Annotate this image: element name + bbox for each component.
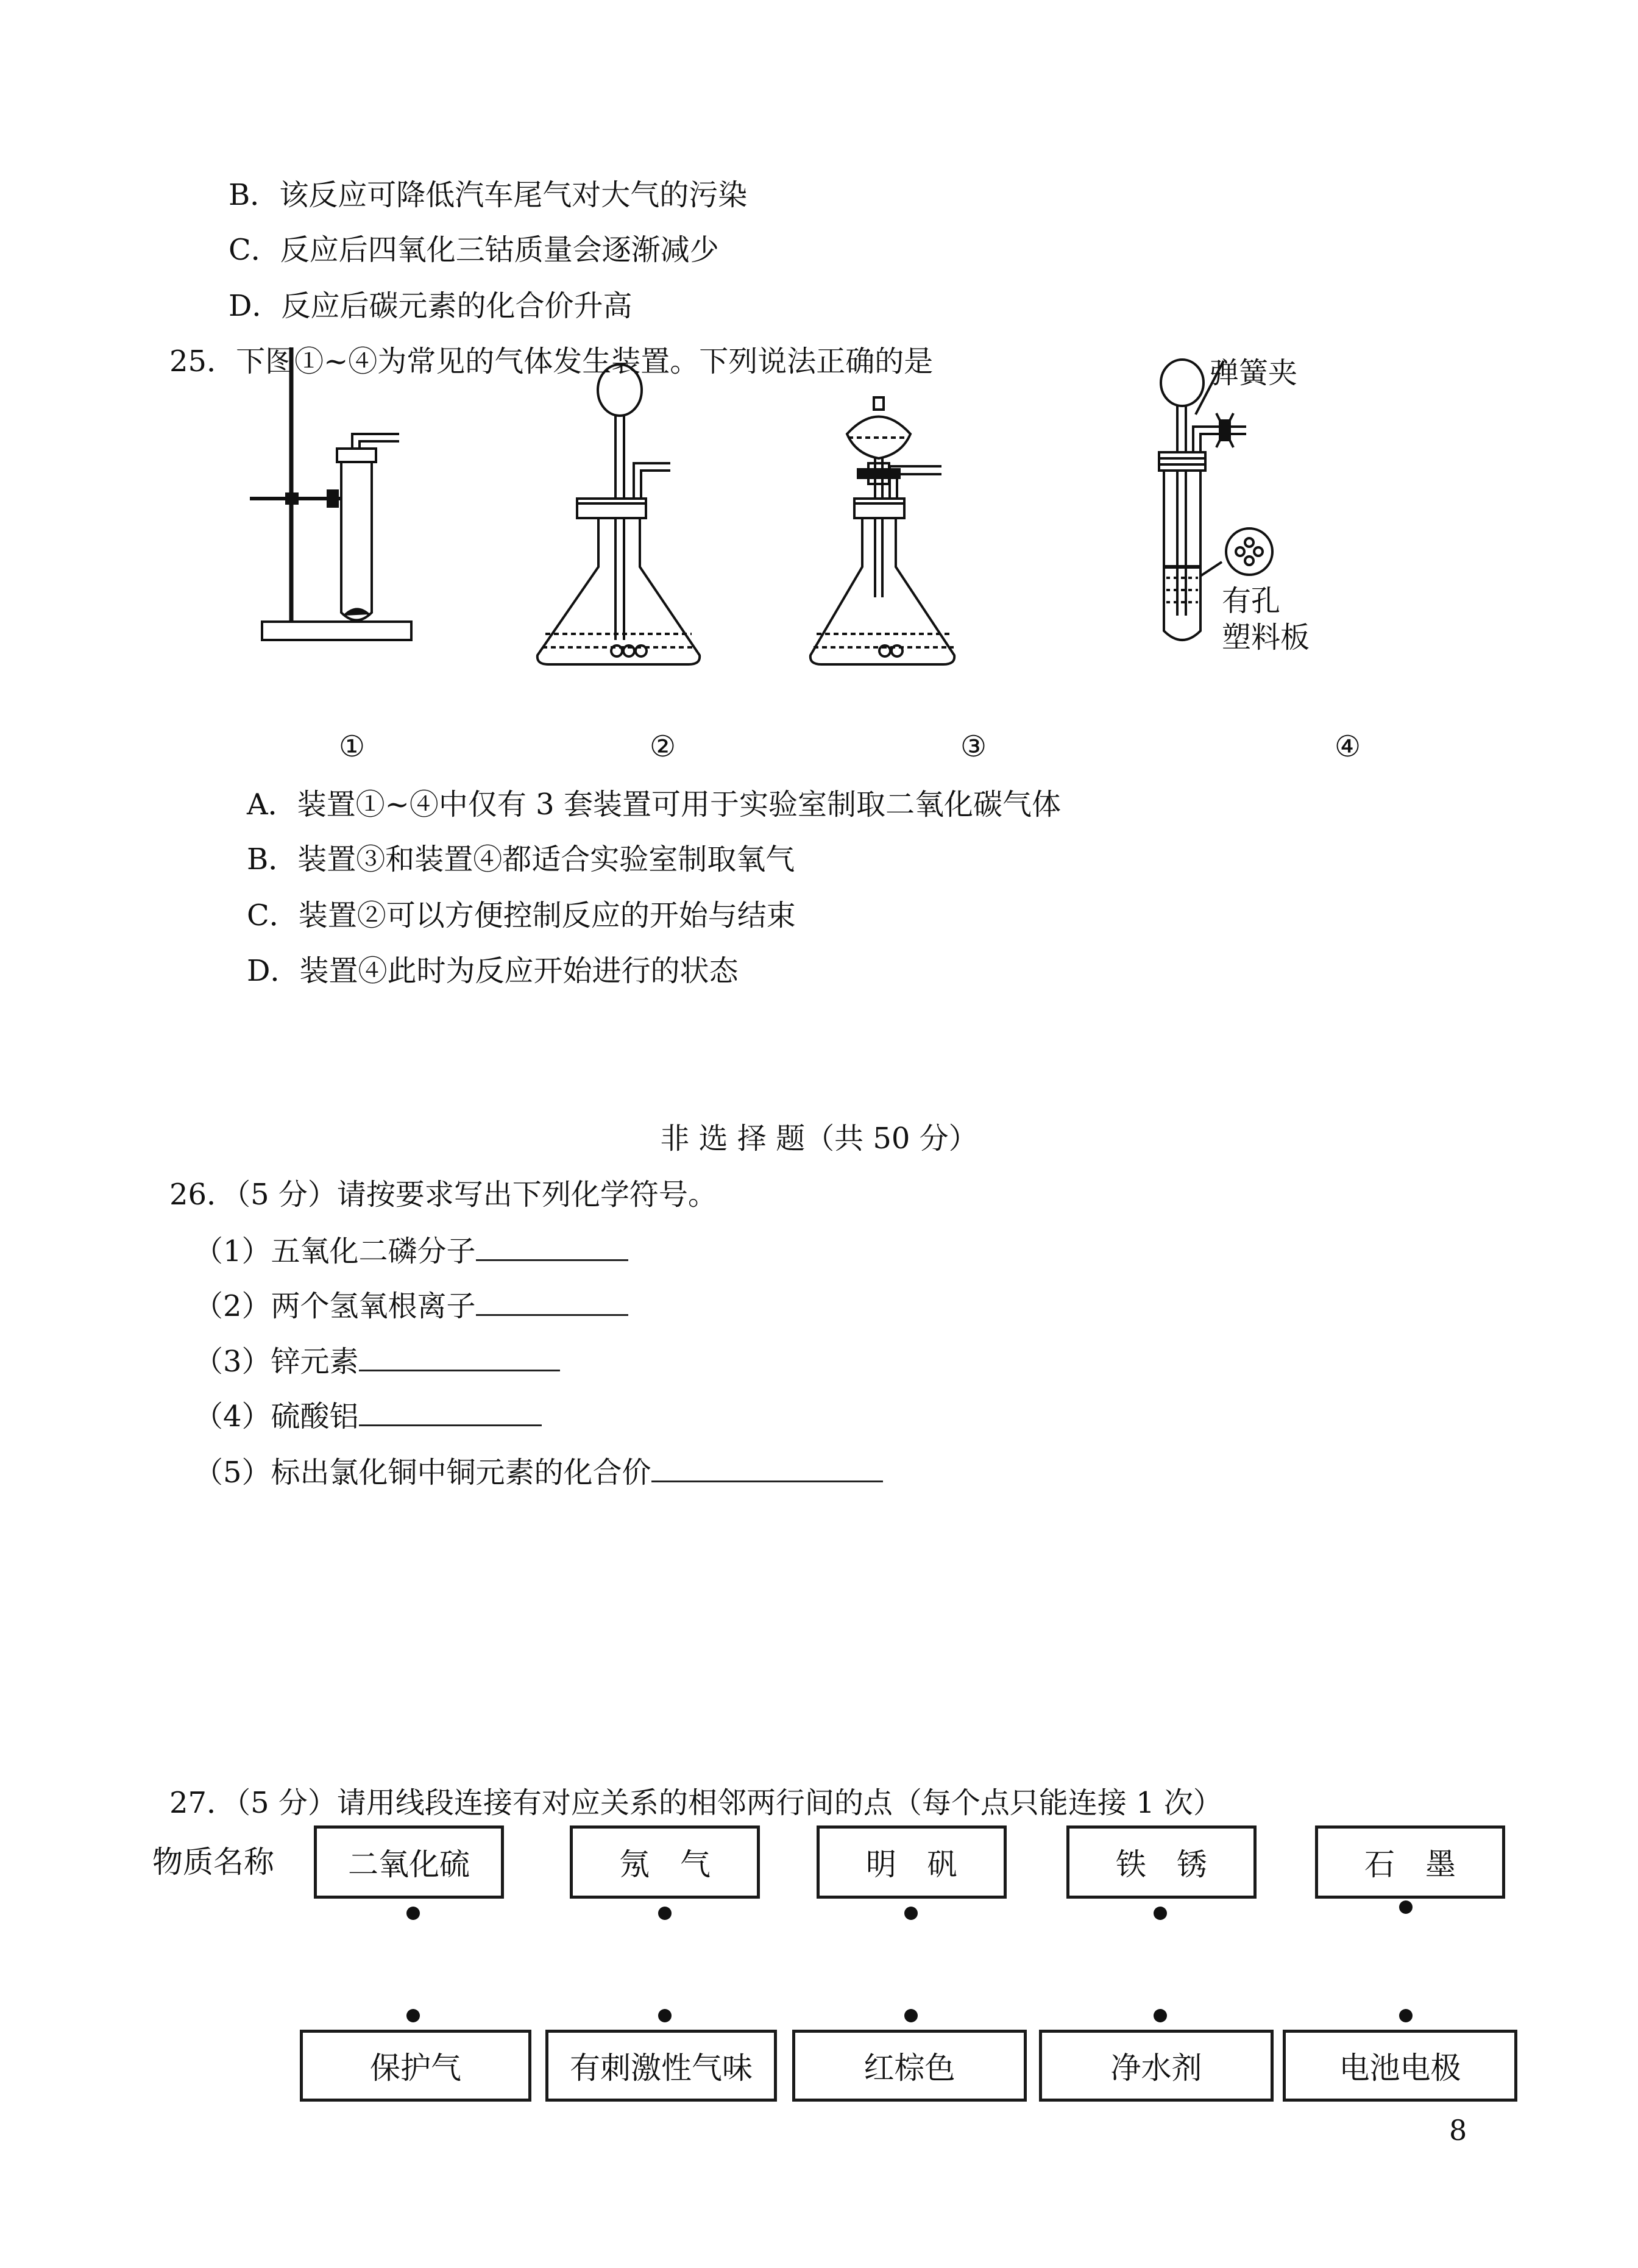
q26-item-5-text: （5）标出氯化铜中铜元素的化合价 xyxy=(194,1456,651,1490)
gas-apparatus-figure xyxy=(0,0,1638,731)
q27-bottom-dot-4[interactable] xyxy=(1154,2009,1167,2022)
q24-option-c: C．反应后四氧化三钴质量会逐渐减少 xyxy=(229,233,719,267)
apparatus-1-stand-test-tube xyxy=(250,347,411,640)
fig4-clip-label: 弹簧夹 xyxy=(1210,356,1298,390)
q27-top-box-1: 二氧化硫 xyxy=(314,1825,504,1899)
q27-stem: 27．（5 分）请用线段连接有对应关系的相邻两行间的点（每个点只能连接 1 次） xyxy=(169,1786,1222,1820)
q25-option-b: B．装置③和装置④都适合实验室制取氧气 xyxy=(247,842,795,876)
q26-item-4-text: （4）硫酸铝 xyxy=(194,1399,359,1434)
q27-bottom-dot-1[interactable] xyxy=(406,2009,420,2022)
q26-item-4 xyxy=(194,1398,542,1435)
q26-stem: 26．（5 分）请按要求写出下列化学符号。 xyxy=(169,1178,717,1212)
fig-label-2: ② xyxy=(650,730,676,764)
q27-bottom-box-5: 电池电极 xyxy=(1283,2030,1517,2102)
q25-option-d: D．装置④此时为反应开始进行的状态 xyxy=(247,954,739,988)
q26-item-2-text: （2）两个氢氧根离子 xyxy=(194,1289,476,1323)
apparatus-3-separatory-funnel-flask xyxy=(810,397,954,664)
q27-bottom-box-4: 净水剂 xyxy=(1039,2030,1274,2102)
q27-bottom-box-1: 保护气 xyxy=(300,2030,531,2102)
q26-item-1 xyxy=(194,1232,628,1270)
q27-top-dot-4[interactable] xyxy=(1154,1907,1167,1920)
q27-bottom-dot-5[interactable] xyxy=(1399,2009,1413,2022)
q27-bottom-box-3: 红棕色 xyxy=(792,2030,1027,2102)
q27-top-dot-1[interactable] xyxy=(406,1907,420,1920)
q27-top-box-4: 铁 锈 xyxy=(1066,1825,1257,1899)
fig4-plate-label-1: 有孔 xyxy=(1222,584,1281,618)
q26-answer-blank-4[interactable] xyxy=(359,1398,542,1426)
fig-label-1: ① xyxy=(339,730,366,764)
q25-option-a: A．装置①~④中仅有 3 套装置可用于实验室制取二氧化碳气体 xyxy=(247,787,1061,822)
q27-row-label: 物质名称 xyxy=(152,1844,274,1880)
q27-top-dot-2[interactable] xyxy=(658,1907,672,1920)
fig-label-3: ③ xyxy=(960,730,987,764)
q25-stem: 25．下图①~④为常见的气体发生装置。下列说法正确的是 xyxy=(169,344,934,379)
q25-option-c: C．装置②可以方便控制反应的开始与结束 xyxy=(247,898,796,933)
q27-bottom-box-2: 有刺激性气味 xyxy=(545,2030,777,2102)
q26-answer-blank-3[interactable] xyxy=(359,1343,560,1371)
q27-top-box-2: 氖 气 xyxy=(570,1825,760,1899)
q27-bottom-dot-2[interactable] xyxy=(658,2009,672,2022)
q27-top-dot-5[interactable] xyxy=(1399,1900,1413,1914)
fig-label-4: ④ xyxy=(1335,730,1361,764)
q26-item-5 xyxy=(194,1454,883,1491)
page-number: 8 xyxy=(1449,2114,1467,2147)
q27-top-box-5: 石 墨 xyxy=(1315,1825,1505,1899)
q26-item-3-text: （3）锌元素 xyxy=(194,1345,359,1379)
q26-answer-blank-5[interactable] xyxy=(651,1454,883,1482)
q27-bottom-dot-3[interactable] xyxy=(904,2009,918,2022)
fig4-plate-label-2: 塑料板 xyxy=(1222,620,1310,655)
q24-option-b: B．该反应可降低汽车尾气对大气的污染 xyxy=(229,178,748,212)
apparatus-2-long-neck-funnel-flask xyxy=(537,364,700,664)
q26-item-1-text: （1）五氧化二磷分子 xyxy=(194,1234,476,1268)
q27-top-dot-3[interactable] xyxy=(904,1907,918,1920)
q26-item-3 xyxy=(194,1343,560,1380)
q26-answer-blank-1[interactable] xyxy=(476,1232,628,1261)
section-title: 非 选 择 题（共 50 分） xyxy=(660,1122,978,1156)
q26-answer-blank-2[interactable] xyxy=(476,1287,628,1316)
q27-top-box-3: 明 矾 xyxy=(817,1825,1007,1899)
q26-item-2 xyxy=(194,1287,628,1324)
q24-option-d: D．反应后碳元素的化合价升高 xyxy=(229,289,633,323)
